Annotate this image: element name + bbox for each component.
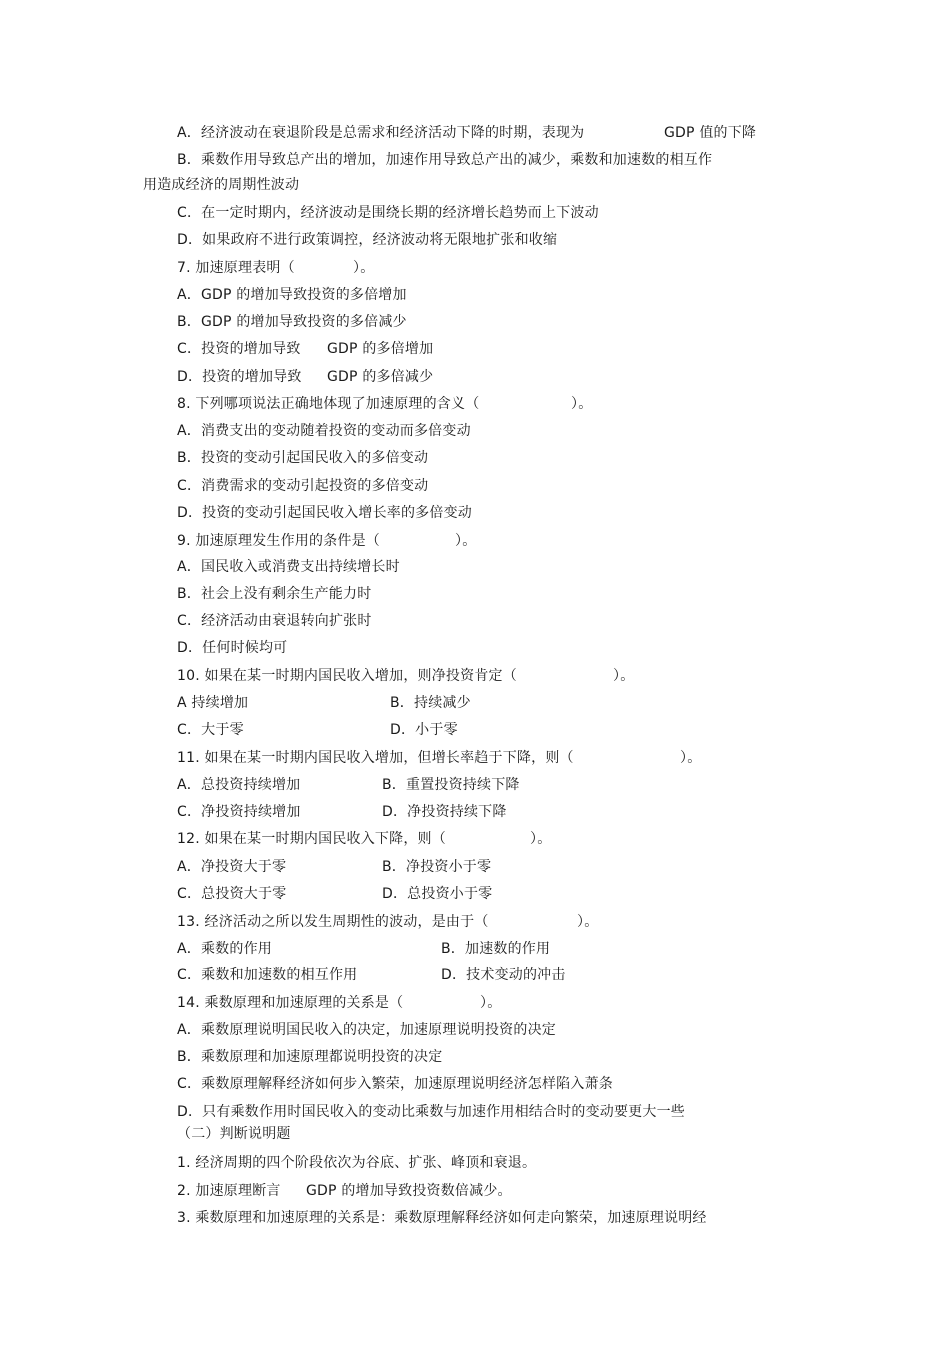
option-b: B．GDP 的增加导致投资的多倍减少 (177, 314, 407, 330)
option-d: D．小于零 (390, 722, 458, 738)
question-stem: 13. 经济活动之所以发生周期性的波动，是由于（ (177, 914, 489, 930)
answer-blank-close: ）。 (613, 668, 635, 684)
option-d: D．只有乘数作用时国民收入的变动比乘数与加速作用相结合时的变动要更大一些 (177, 1104, 685, 1120)
question-stem: 8. 下列哪项说法正确地体现了加速原理的含义（ (177, 396, 480, 412)
option-c-cont: GDP 的多倍增加 (327, 341, 434, 357)
section-heading: （二）判断说明题 (177, 1126, 291, 1142)
text-line: GDP 值的下降 (664, 125, 757, 141)
option-d: D．投资的变动引起国民收入增长率的多倍变动 (177, 505, 472, 521)
text-line: 用造成经济的周期性波动 (143, 177, 300, 193)
option-a: A 持续增加 (177, 695, 249, 711)
option-b: B．投资的变动引起国民收入的多倍变动 (177, 450, 429, 466)
option-a: A．GDP 的增加导致投资的多倍增加 (177, 287, 407, 303)
statement-2-cont: GDP 的增加导致投资数倍减少。 (306, 1183, 512, 1199)
statement-1: 1. 经济周期的四个阶段依次为谷底、扩张、峰顶和衰退。 (177, 1155, 537, 1171)
statement-2: 2. 加速原理断言 (177, 1183, 281, 1199)
question-stem: 12. 如果在某一时期内国民收入下降，则（ (177, 831, 446, 847)
option-b: B．社会上没有剩余生产能力时 (177, 586, 372, 602)
option-a: A．乘数原理说明国民收入的决定，加速原理说明投资的决定 (177, 1022, 556, 1038)
question-stem: 9. 加速原理发生作用的条件是（ (177, 533, 381, 549)
answer-blank-close: ）。 (455, 533, 477, 549)
option-d: D．总投资小于零 (382, 886, 493, 902)
question-stem: 7. 加速原理表明（ (177, 260, 295, 276)
option-c: C．大于零 (177, 722, 244, 738)
option-b: B．持续减少 (390, 695, 471, 711)
option-c: C．消费需求的变动引起投资的多倍变动 (177, 478, 429, 494)
answer-blank-close: ）。 (680, 750, 702, 766)
option-c: C．乘数原理解释经济如何步入繁荣，加速原理说明经济怎样陷入萧条 (177, 1076, 613, 1092)
answer-blank-close: ）。 (353, 260, 375, 276)
option-c: C．经济活动由衰退转向扩张时 (177, 613, 372, 629)
option-a: A．消费支出的变动随着投资的变动而多倍变动 (177, 423, 471, 439)
question-stem: 14. 乘数原理和加速原理的关系是（ (177, 995, 404, 1011)
option-a: A．净投资大于零 (177, 859, 287, 875)
option-d-cont: GDP 的多倍减少 (327, 369, 434, 385)
option-b: B．乘数原理和加速原理都说明投资的决定 (177, 1049, 443, 1065)
option-c: C．总投资大于零 (177, 886, 287, 902)
option-b: B．重置投资持续下降 (382, 777, 520, 793)
answer-blank-close: ）。 (571, 396, 593, 412)
option-a: A．国民收入或消费支出持续增长时 (177, 559, 400, 575)
option-c: C．乘数和加速数的相互作用 (177, 967, 358, 983)
option-a: A．乘数的作用 (177, 941, 272, 957)
question-stem: 11. 如果在某一时期内国民收入增加，但增长率趋于下降，则（ (177, 750, 574, 766)
option-b: B．加速数的作用 (441, 941, 551, 957)
answer-blank-close: ）。 (480, 995, 502, 1011)
option-d: D．技术变动的冲击 (441, 967, 566, 983)
statement-3: 3. 乘数原理和加速原理的关系是：乘数原理解释经济如何走向繁荣，加速原理说明经 (177, 1210, 707, 1226)
option-c: C．投资的增加导致 (177, 341, 301, 357)
option-d: D．净投资持续下降 (382, 804, 507, 820)
text-line: D．如果政府不进行政策调控，经济波动将无限地扩张和收缩 (177, 232, 558, 248)
option-b: B．净投资小于零 (382, 859, 492, 875)
text-line: C．在一定时期内，经济波动是围绕长期的经济增长趋势而上下波动 (177, 205, 599, 221)
option-a: A．总投资持续增加 (177, 777, 301, 793)
option-c: C．净投资持续增加 (177, 804, 301, 820)
text-line: A．经济波动在衰退阶段是总需求和经济活动下降的时期，表现为 (177, 125, 585, 141)
option-d: D．投资的增加导致 (177, 369, 302, 385)
answer-blank-close: ）。 (530, 831, 552, 847)
answer-blank-close: ）。 (577, 914, 599, 930)
question-stem: 10. 如果在某一时期内国民收入增加，则净投资肯定（ (177, 668, 517, 684)
option-d: D．任何时候均可 (177, 640, 288, 656)
text-line: B．乘数作用导致总产出的增加，加速作用导致总产出的减少，乘数和加速数的相互作 (177, 152, 713, 168)
